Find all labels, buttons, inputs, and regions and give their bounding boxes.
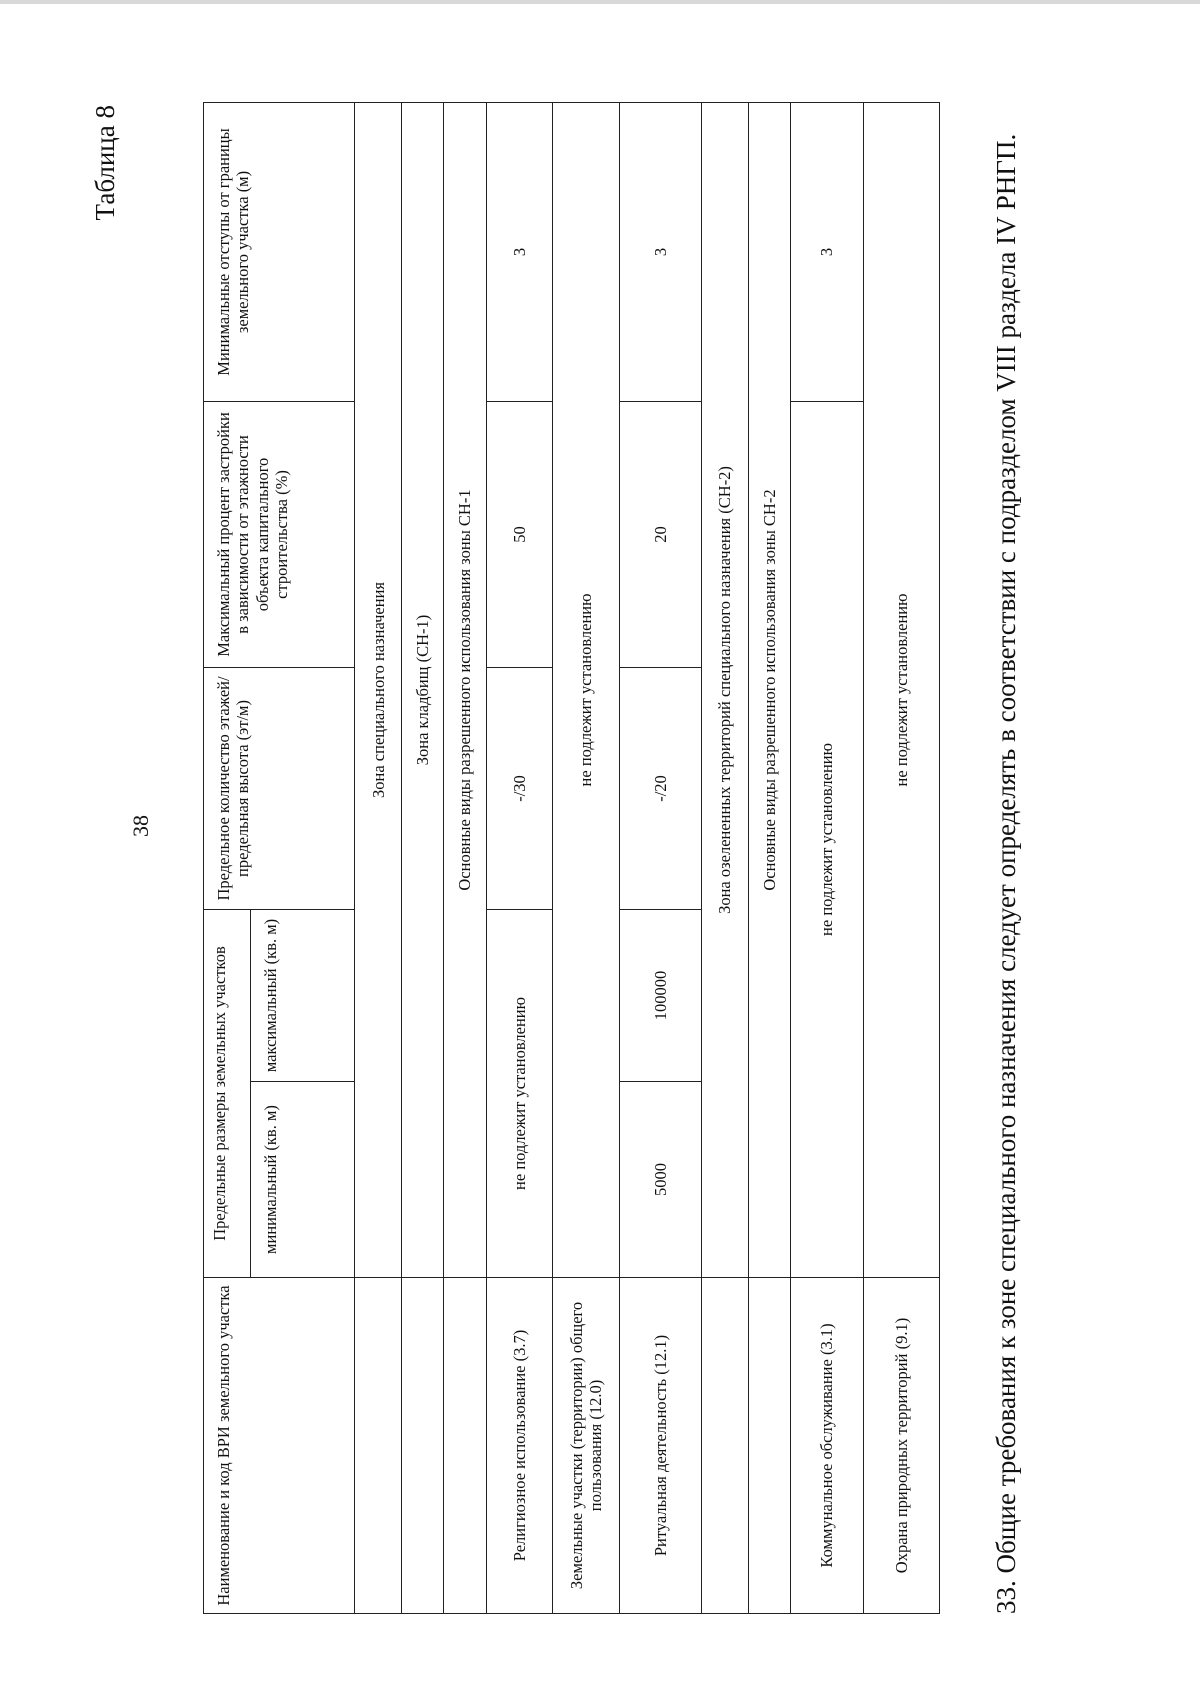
row-percent: 50 <box>486 401 552 667</box>
row-name: Религиозное использование (3.7) <box>486 1278 552 1614</box>
zoning-parameters-table <box>203 102 940 1614</box>
table-row <box>790 102 863 1613</box>
header-row-1 <box>204 102 251 1613</box>
row-min: 5000 <box>620 1082 701 1278</box>
section-row <box>748 102 790 1613</box>
row-all-params: не подлежит установлению <box>863 102 939 1277</box>
header-build-percent: Максимальный процент застройки в зависимости от этажности объекта капитального строительства (%) <box>204 401 355 667</box>
page-number: 38 <box>128 815 153 837</box>
row-sizes: не подлежит установлению <box>486 909 552 1277</box>
section-main-types-sn2: Основные виды разрешенного использования зоны СН-2 <box>748 102 790 1277</box>
section-row <box>355 102 402 1613</box>
header-min: минимальный (кв. м) <box>250 1082 354 1278</box>
row-max: 100000 <box>620 909 701 1081</box>
table-caption: Таблица 8 <box>90 105 120 221</box>
header-name-code: Наименование и код ВРИ земельного участка <box>204 1278 355 1614</box>
row-floors: -/20 <box>620 667 701 909</box>
row-name: Земельные участки (территории) общего пользования (12.0) <box>552 1278 620 1614</box>
row-all-params: не подлежит установлению <box>552 102 620 1277</box>
row-floors: -/30 <box>486 667 552 909</box>
section-row <box>701 102 748 1613</box>
section-row <box>402 102 444 1613</box>
header-floors-height: Предельное количество этажей/ предельная высота (эт/м) <box>204 667 355 909</box>
table-row <box>620 102 701 1613</box>
row-name: Охрана природных территорий (9.1) <box>863 1278 939 1614</box>
row-setback: 3 <box>790 102 863 401</box>
row-name: Коммунальное обслуживание (3.1) <box>790 1278 863 1614</box>
row-setback: 3 <box>486 102 552 401</box>
header-max: максимальный (кв. м) <box>250 909 354 1081</box>
row-sizes-floors-percent: не подлежит установлению <box>790 401 863 1277</box>
section-green-zone: Зона озелененных территорий специального назначения (СН-2) <box>701 102 748 1277</box>
header-plot-sizes: Предельные размеры земельных участков <box>204 909 251 1277</box>
table-row <box>552 102 620 1613</box>
row-name: Ритуальная деятельность (12.1) <box>620 1278 701 1614</box>
table-row <box>486 102 552 1613</box>
row-setback: 3 <box>620 102 701 401</box>
section-row <box>444 102 487 1613</box>
section-main-types-sn1: Основные виды разрешенного использования зоны СН-1 <box>444 102 487 1277</box>
section-special-zone: Зона специального назначения <box>355 102 402 1277</box>
row-percent: 20 <box>620 401 701 667</box>
section-cemetery-zone: Зона кладбищ (СН-1) <box>402 102 444 1277</box>
table-row <box>863 102 939 1613</box>
header-setbacks: Минимальные отступы от границы земельного участка (м) <box>204 102 355 401</box>
footer-paragraph: 33. Общие требования к зоне специального назначения следует определять в соответствии с подразделом VIII раздела IV РНГП. <box>991 133 1021 1614</box>
